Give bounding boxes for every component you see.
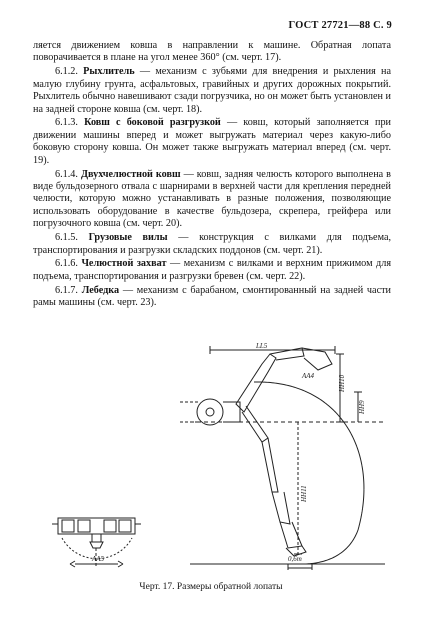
backhoe-drawing xyxy=(40,342,395,574)
paragraph-6-1-4 xyxy=(33,169,391,231)
label-hh10: HH10 xyxy=(338,374,346,392)
clause-number: 6.1.7. xyxy=(55,284,78,296)
paragraph-text: ляется движением ковша в направлении к машине. Обратная лопата поворачивается в плане на угол менее 360° (см. черт. 17). xyxy=(33,40,391,64)
definition-text: — ковш, задняя челюсть которого выполнена в виде бульдозерного отвала с шарнирами в верхней части для крепления передней челюсти, которую можно устанавливать в разные положения, позволяющие использовать оборудование в качестве бульдозера, скрепера, грейфера или погрузочного ковша (см. черт. 20). xyxy=(33,168,391,230)
definition-text: — механизм с вилками и верхним прижимом для подъема, транспортирования и разгрузки бревен (см. черт. 22). xyxy=(33,258,392,282)
paragraph-6-1-7 xyxy=(33,285,391,310)
term-side-dump-bucket: Ковш с боковой разгрузкой xyxy=(84,117,221,129)
label-offset: 0,6m xyxy=(288,555,302,563)
body-text xyxy=(33,40,391,311)
definition-text: — механизм с барабаном, смонтированный на задней части рамы машины (см. черт. 23). xyxy=(33,284,391,309)
label-hh9: HH9 xyxy=(358,400,366,414)
clause-number: 6.1.2. xyxy=(55,66,78,78)
term-log-grapple: Челюстной захват xyxy=(81,258,167,270)
paragraph-6-1-3 xyxy=(33,117,391,167)
definition-text: — механизм с зубьями для внедрения и рыхления на малую глубину грунта, асфальтовых, гравийных и других дорожных покрытий. Рыхлитель обычно навешивают сзади погрузчика, но он может быть установлен и на задней стороне ковша (см. черт. 18). xyxy=(33,66,391,115)
definition-text: — ковш, который заполняется при движении машины вперед и может выгружать материал через какую-либо боковую сторону ковша. Он может также выгружать материал вперед (см. черт. 19). xyxy=(33,117,391,166)
label-hh11: HH11 xyxy=(300,485,308,502)
paragraph-6-1-6 xyxy=(33,258,391,283)
clause-number: 6.1.3. xyxy=(55,117,78,129)
clause-number: 6.1.4. xyxy=(55,168,78,180)
label-aa5: AA5 xyxy=(92,555,105,563)
label-aa4: AA4 xyxy=(302,372,315,380)
figure-caption: Черт. 17. Размеры обратной лопаты xyxy=(139,582,283,592)
figure-17-backhoe xyxy=(40,342,395,574)
clause-number: 6.1.6. xyxy=(55,258,78,270)
label-ll5: LL5 xyxy=(256,342,268,350)
term-ripper: Рыхлитель xyxy=(83,66,135,78)
paragraph-6-1-5 xyxy=(33,232,391,257)
definition-text: — конструкция с вилками для подъема, транспортирования и разгрузки складских поддонов (см. черт. 21). xyxy=(33,232,392,256)
clause-number: 6.1.5. xyxy=(55,232,78,244)
term-winch: Лебедка xyxy=(81,284,120,296)
paragraph-continuation xyxy=(33,40,391,65)
term-clamshell-bucket: Двухчелюстной ковш xyxy=(80,168,181,180)
side-view xyxy=(180,346,385,570)
page-header: ГОСТ 27721—88 С. 9 xyxy=(288,20,392,31)
term-pallet-forks: Грузовые вилы xyxy=(88,232,168,244)
paragraph-6-1-2 xyxy=(33,66,391,116)
